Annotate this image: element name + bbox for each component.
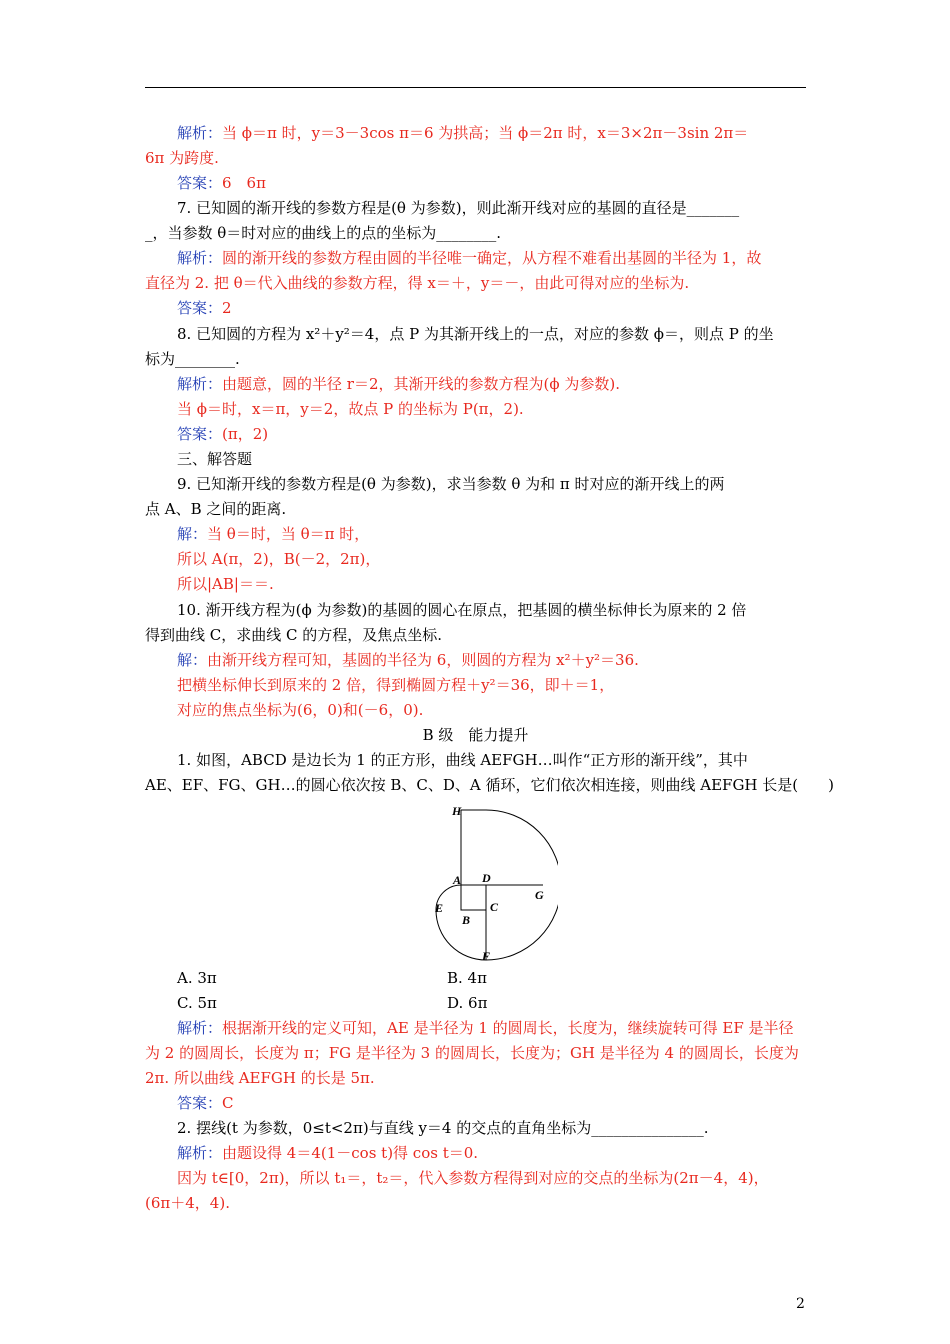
- text-line: 答案：C: [177, 1094, 234, 1112]
- option-d: D. 6π: [447, 994, 488, 1012]
- text-line: 答案：(π，2): [177, 425, 269, 443]
- text-line: 标为________.: [145, 350, 240, 368]
- label-c: C: [490, 900, 499, 914]
- text-line: 解析：由题意，圆的半径 r＝2，其渐开线的参数方程为(ϕ 为参数).: [177, 375, 620, 393]
- question-b2: 2. 摆线(t 为参数，0≤t<2π)与直线 y＝4 的交点的直角坐标为_______________.: [177, 1119, 709, 1137]
- text-line: 因为 t∈[0，2π)，所以 t₁＝，t₂＝，代入参数方程得到对应的交点的坐标为(2π－4，4)，: [177, 1169, 769, 1187]
- text-line: 所以 A(π，2)，B(－2，2π)，: [177, 550, 381, 568]
- section-heading: B 级 能力提升: [422, 726, 529, 744]
- label-h: H: [452, 804, 462, 818]
- square-abcd: [461, 885, 486, 910]
- label-e: E: [435, 901, 444, 915]
- text-line: 对应的焦点坐标为(6，0)和(－6，0).: [177, 701, 424, 719]
- arc-ef: [436, 910, 486, 960]
- text-line: 点 A、B 之间的距离.: [145, 500, 287, 518]
- label-f: F: [482, 949, 491, 963]
- text-line: 解析：圆的渐开线的参数方程由圆的半径唯一确定，从方程不难看出基圆的半径为 1，故: [177, 249, 762, 267]
- text-line: 答案：2: [177, 299, 232, 317]
- page-number: 2: [796, 1296, 805, 1312]
- section-heading: 三、解答题: [177, 450, 253, 468]
- text-line: _，当参数 θ＝时对应的曲线上的点的坐标为________.: [145, 224, 502, 242]
- text-line: 6π 为跨度.: [145, 149, 219, 167]
- text-line: 答案：6 6π: [177, 174, 266, 192]
- text-line: 为 2 的圆周长，长度为 π；FG 是半径为 3 的圆周长，长度为；GH 是半径为 4 的圆周长，长度为: [145, 1044, 799, 1062]
- text-line: 把横坐标伸长到原来的 2 倍，得到椭圆方程＋y²＝36，即＋＝1，: [177, 676, 615, 694]
- label-d: D: [482, 871, 491, 885]
- text-line: 当 ϕ＝时，x＝π，y＝2，故点 P 的坐标为 P(π，2).: [177, 400, 524, 418]
- text-line: AE、EF、FG、GH…的圆心依次按 B、C、D、A 循环，它们依次相连接，则曲线 AEFGH 长是( ): [145, 776, 834, 794]
- option-c: C. 5π: [177, 994, 217, 1012]
- text-line: 2π. 所以曲线 AEFGH 的长是 5π.: [145, 1069, 375, 1087]
- question-9: 9. 已知渐开线的参数方程是(θ 为参数)，求当参数 θ 为和 π 时对应的渐开线上的两: [177, 475, 725, 493]
- text-line: (6π＋4，4).: [145, 1194, 230, 1212]
- text-line: 解析：由题设得 4＝4(1－cos t)得 cos t＝0.: [177, 1144, 479, 1162]
- question-b1: 1. 如图，ABCD 是边长为 1 的正方形，曲线 AEFGH…叫作“正方形的渐开线”，其中: [177, 751, 748, 769]
- text-line: 解析：根据渐开线的定义可知，AE 是半径为 1 的圆周长，长度为，继续旋转可得 EF 是半径: [177, 1019, 794, 1037]
- text-line: 解：由渐开线方程可知，基圆的半径为 6，则圆的方程为 x²＋y²＝36.: [177, 651, 639, 669]
- text-line: 解析：当 ϕ＝π 时，y＝3－3cos π＝6 为拱高；当 ϕ＝2π 时，x＝3×2π－3sin 2π＝: [177, 124, 749, 142]
- text-line: 解：当 θ＝时，当 θ＝π 时，: [177, 525, 370, 543]
- question-10: 10. 渐开线方程为(ϕ 为参数)的基圆的圆心在原点，把基圆的横坐标伸长为原来的 2 倍: [177, 601, 747, 619]
- involute-figure: [428, 800, 558, 965]
- header-rule: [145, 87, 806, 88]
- option-a: A. 3π: [177, 969, 217, 987]
- label-b: B: [462, 913, 471, 927]
- option-row: [177, 968, 842, 988]
- text-line: 得到曲线 C，求曲线 C 的方程，及焦点坐标.: [145, 626, 443, 644]
- question-7: 7. 已知圆的渐开线的参数方程是(θ 为参数)，则此渐开线对应的基圆的直径是_______: [177, 199, 740, 217]
- label-g: G: [535, 888, 544, 902]
- text-line: 所以|AB|＝＝.: [177, 575, 274, 593]
- text-line: 直径为 2. 把 θ＝代入曲线的参数方程，得 x＝＋，y＝－，由此可得对应的坐标为.: [145, 274, 690, 292]
- option-b: B. 4π: [447, 969, 487, 987]
- label-a: A: [453, 873, 462, 887]
- option-row: [177, 993, 842, 1013]
- question-8: 8. 已知圆的方程为 x²＋y²＝4，点 P 为其渐开线上的一点，对应的参数 ϕ＝，则点 P 的坐: [177, 325, 774, 343]
